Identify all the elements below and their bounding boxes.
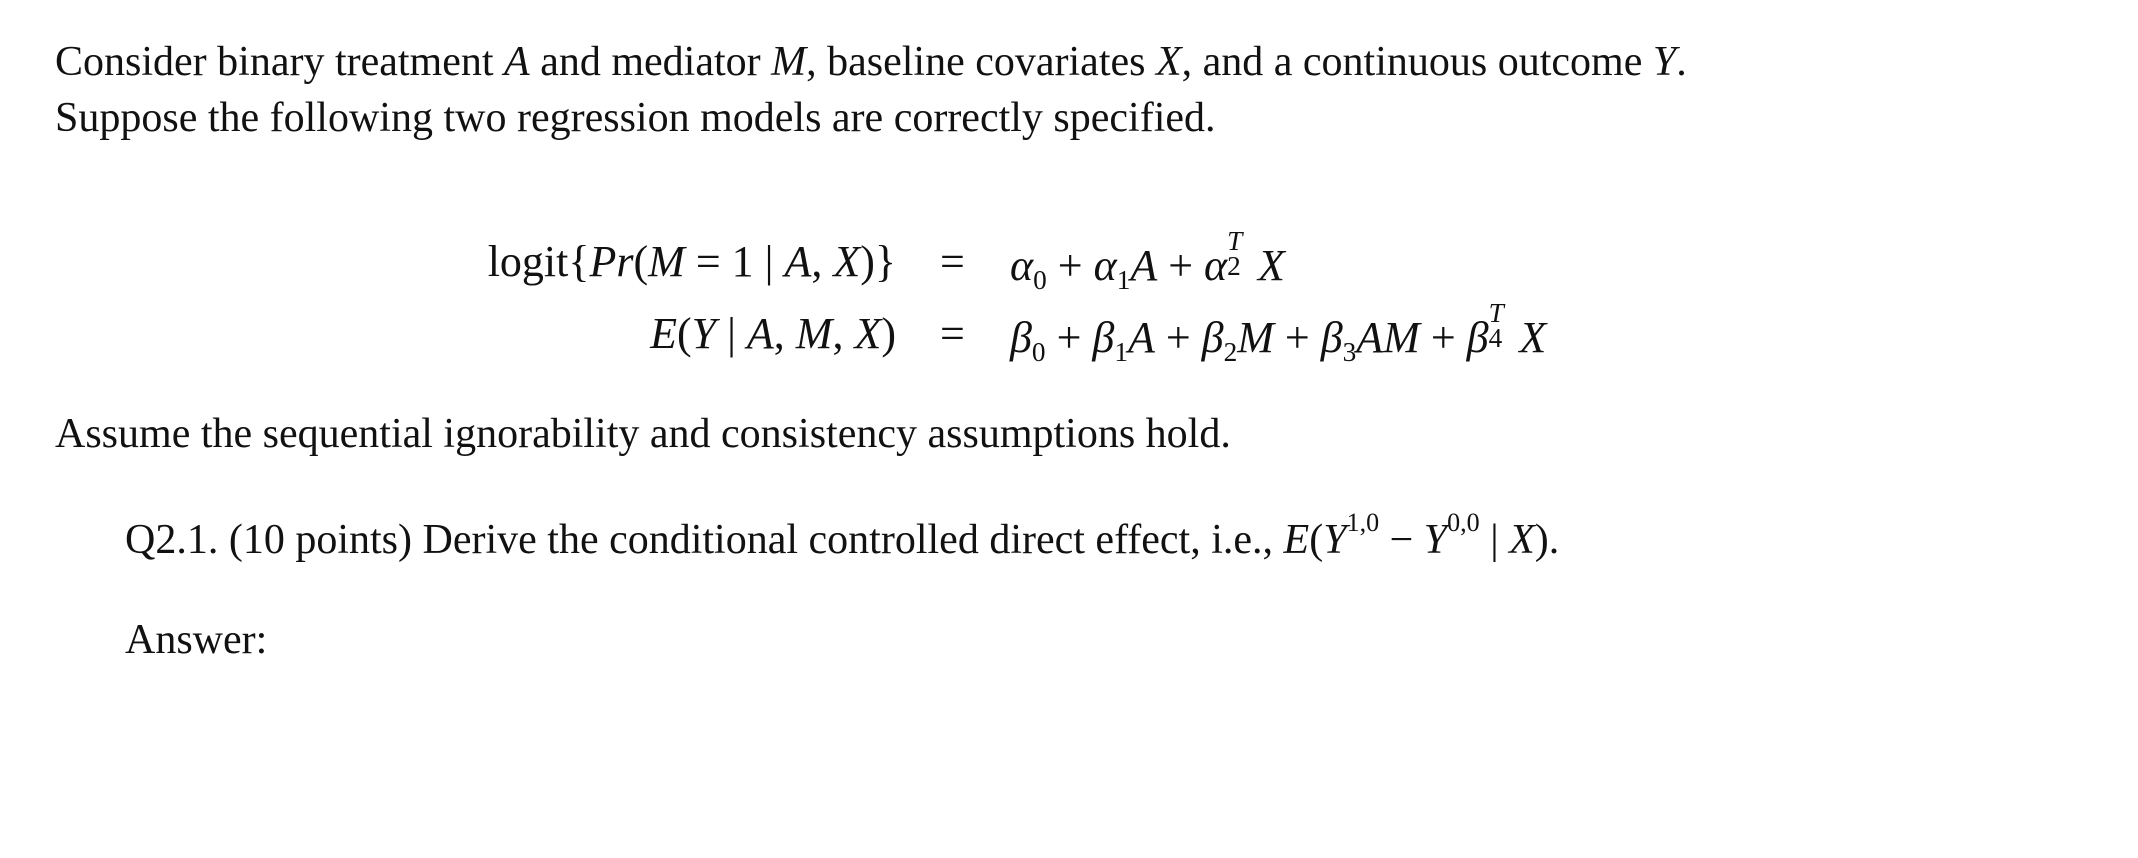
equation-mediator-model xyxy=(0,226,2138,300)
question-label: Q2.1. xyxy=(125,517,219,564)
answer-label: Answer: xyxy=(125,617,268,663)
equation-2-equals: = xyxy=(940,309,965,358)
equation-1-equals: = xyxy=(940,237,965,286)
equation-1-lhs: logit{Pr(M = 1 | A, X)} xyxy=(487,237,896,286)
intro-line-2: Suppose the following two regression models are correctly specified. xyxy=(55,95,1216,141)
equation-2-lhs: E(Y | A, M, X) xyxy=(650,309,896,358)
question-text: Derive the conditional controlled direct effect, i.e., E(Y1,0 − Y0,0 | X). xyxy=(422,508,1560,564)
equation-1-rhs: α0 + α1A + α T 2 X xyxy=(1010,226,1285,295)
question-points: (10 points) xyxy=(228,517,412,564)
equation-outcome-model xyxy=(0,298,2138,372)
equation-2-rhs: β0 + β1A + β2M + β3AM + β T 4 X xyxy=(1010,298,1547,367)
question-q2-1 xyxy=(125,510,1559,568)
intro-line-1: Consider binary treatment A and mediator M, baseline covariates X, and a continuous outcome Y. xyxy=(55,39,1687,85)
assumption-statement: Assume the sequential ignorability and consistency assumptions hold. xyxy=(55,411,1231,457)
problem-intro xyxy=(55,34,1687,146)
